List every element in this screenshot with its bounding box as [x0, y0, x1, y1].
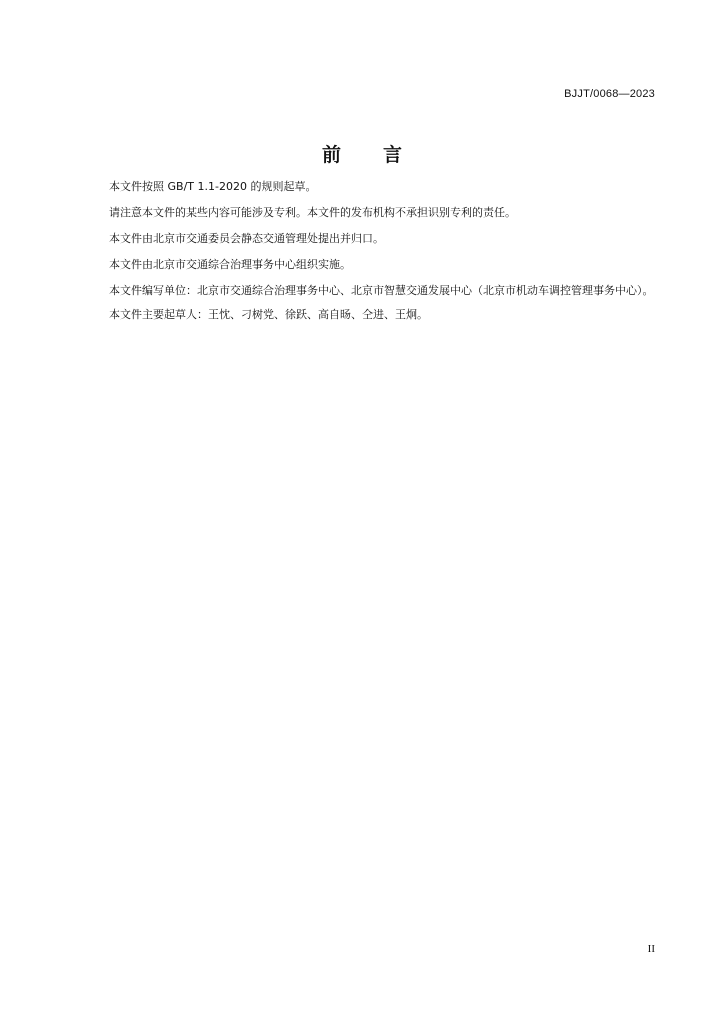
paragraph-drafters: 本文件主要起草人：王忱、刁树党、徐跃、高自旸、仝进、王炯。: [109, 308, 428, 321]
paragraph-drafting-rules: 本文件按照 GB/T 1.1-2020 的规则起草。: [109, 180, 317, 193]
paragraph-implementer: 本文件由北京市交通综合治理事务中心组织实施。: [109, 258, 351, 271]
foreword-body: [84, 178, 659, 332]
paragraph-drafting-units: 本文件编写单位：北京市交通综合治理事务中心、北京市智慧交通发展中心（北京市机动车调控管理事务中心）。: [109, 284, 654, 297]
title-char-2: 言: [383, 144, 403, 166]
paragraph-patent-notice: 请注意本文件的某些内容可能涉及专利。本文件的发布机构不承担识别专利的责任。: [109, 206, 516, 219]
title-char-1: 前: [321, 144, 341, 166]
paragraph-proposer: 本文件由北京市交通委员会静态交通管理处提出并归口。: [109, 232, 384, 245]
document-code: BJJT/0068—2023: [564, 88, 655, 100]
page-title: [0, 140, 724, 167]
page-number: II: [647, 943, 655, 955]
